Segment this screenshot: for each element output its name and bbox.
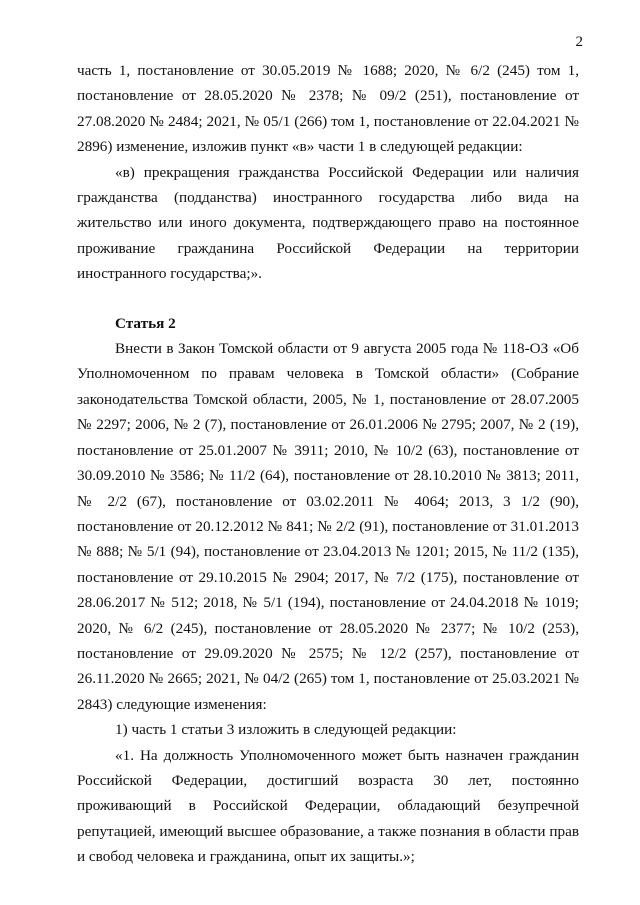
- article-heading: Статья 2: [115, 314, 176, 332]
- section-spacer: [77, 287, 579, 311]
- paragraph-continuation: часть 1, постановление от 30.05.2019 № 1688; 2020, № 6/2 (245) том 1, постановление от 28.05.2020 № 2378; № 09/2 (251), постановление от 27.08.2020 № 2484; 2021, № 05/1 (266) том 1, постановление от 22.04.2021 № 2896) изменение, изложив пункт «в» части 1 в следующей редакции:: [77, 62, 579, 156]
- article-quote-paragraph: «1. На должность Уполномоченного может быть назначен гражданин Российской Федерации, достигший возраста 30 лет, постоянно проживающий в Российской Федерации, обладающий безупречной репутацией, имеющий высшее образование, а также познания в области прав и свобод человека и гражданина, опыт их защиты.»;: [77, 746, 579, 866]
- document-body: [77, 58, 579, 870]
- article-intro-paragraph: Внести в Закон Томской области от 9 августа 2005 года № 118-ОЗ «Об Уполномоченном по правам человека в Томской области» (Собрание законодательства Томской области, 2005, № 1, постановление от 28.07.2005 № 2297; 2006, № 2 (7), постановление от 26.01.2006 № 2795; 2007, № 2 (19), постановление от 25.01.2007 № 3911; 2010, № 10/2 (63), постановление от 30.09.2010 № 3586; № 11/2 (64), постановление от 28.10.2010 № 3813; 2011, № 2/2 (67), постановление от 03.02.2011 № 4064; 2013, 3 1/2 (90), постановление от 20.12.2012 № 841; № 2/2 (91), постановление от 31.01.2013 № 888; № 5/1 (94), постановление от 23.04.2013 № 1201; 2015, № 11/2 (135), постановление от 29.10.2015 № 2904; 2017, № 7/2 (175), постановление от 28.06.2017 № 512; 2018, № 5/1 (194), постановление от 24.04.2018 № 1019; 2020, № 6/2 (245), постановление от 28.05.2020 № 2377; № 10/2 (253), постановление от 29.09.2020 № 2575; № 12/2 (257), постановление от 26.11.2020 № 2665; 2021, № 04/2 (265) том 1, постановление от 25.03.2021 № 2843) следующие изменения:: [77, 340, 579, 713]
- paragraph-quoted-amendment: «в) прекращения гражданства Российской Федерации или наличия гражданства (подданства) иностранного государства либо вида на жительство или иного документа, подтверждающего право на постоянное проживание гражданина Российской Федерации на территории иностранного государства;».: [77, 163, 579, 283]
- page-number: 2: [575, 34, 583, 50]
- article-item-1: 1) часть 1 статьи 3 изложить в следующей редакции:: [115, 721, 457, 739]
